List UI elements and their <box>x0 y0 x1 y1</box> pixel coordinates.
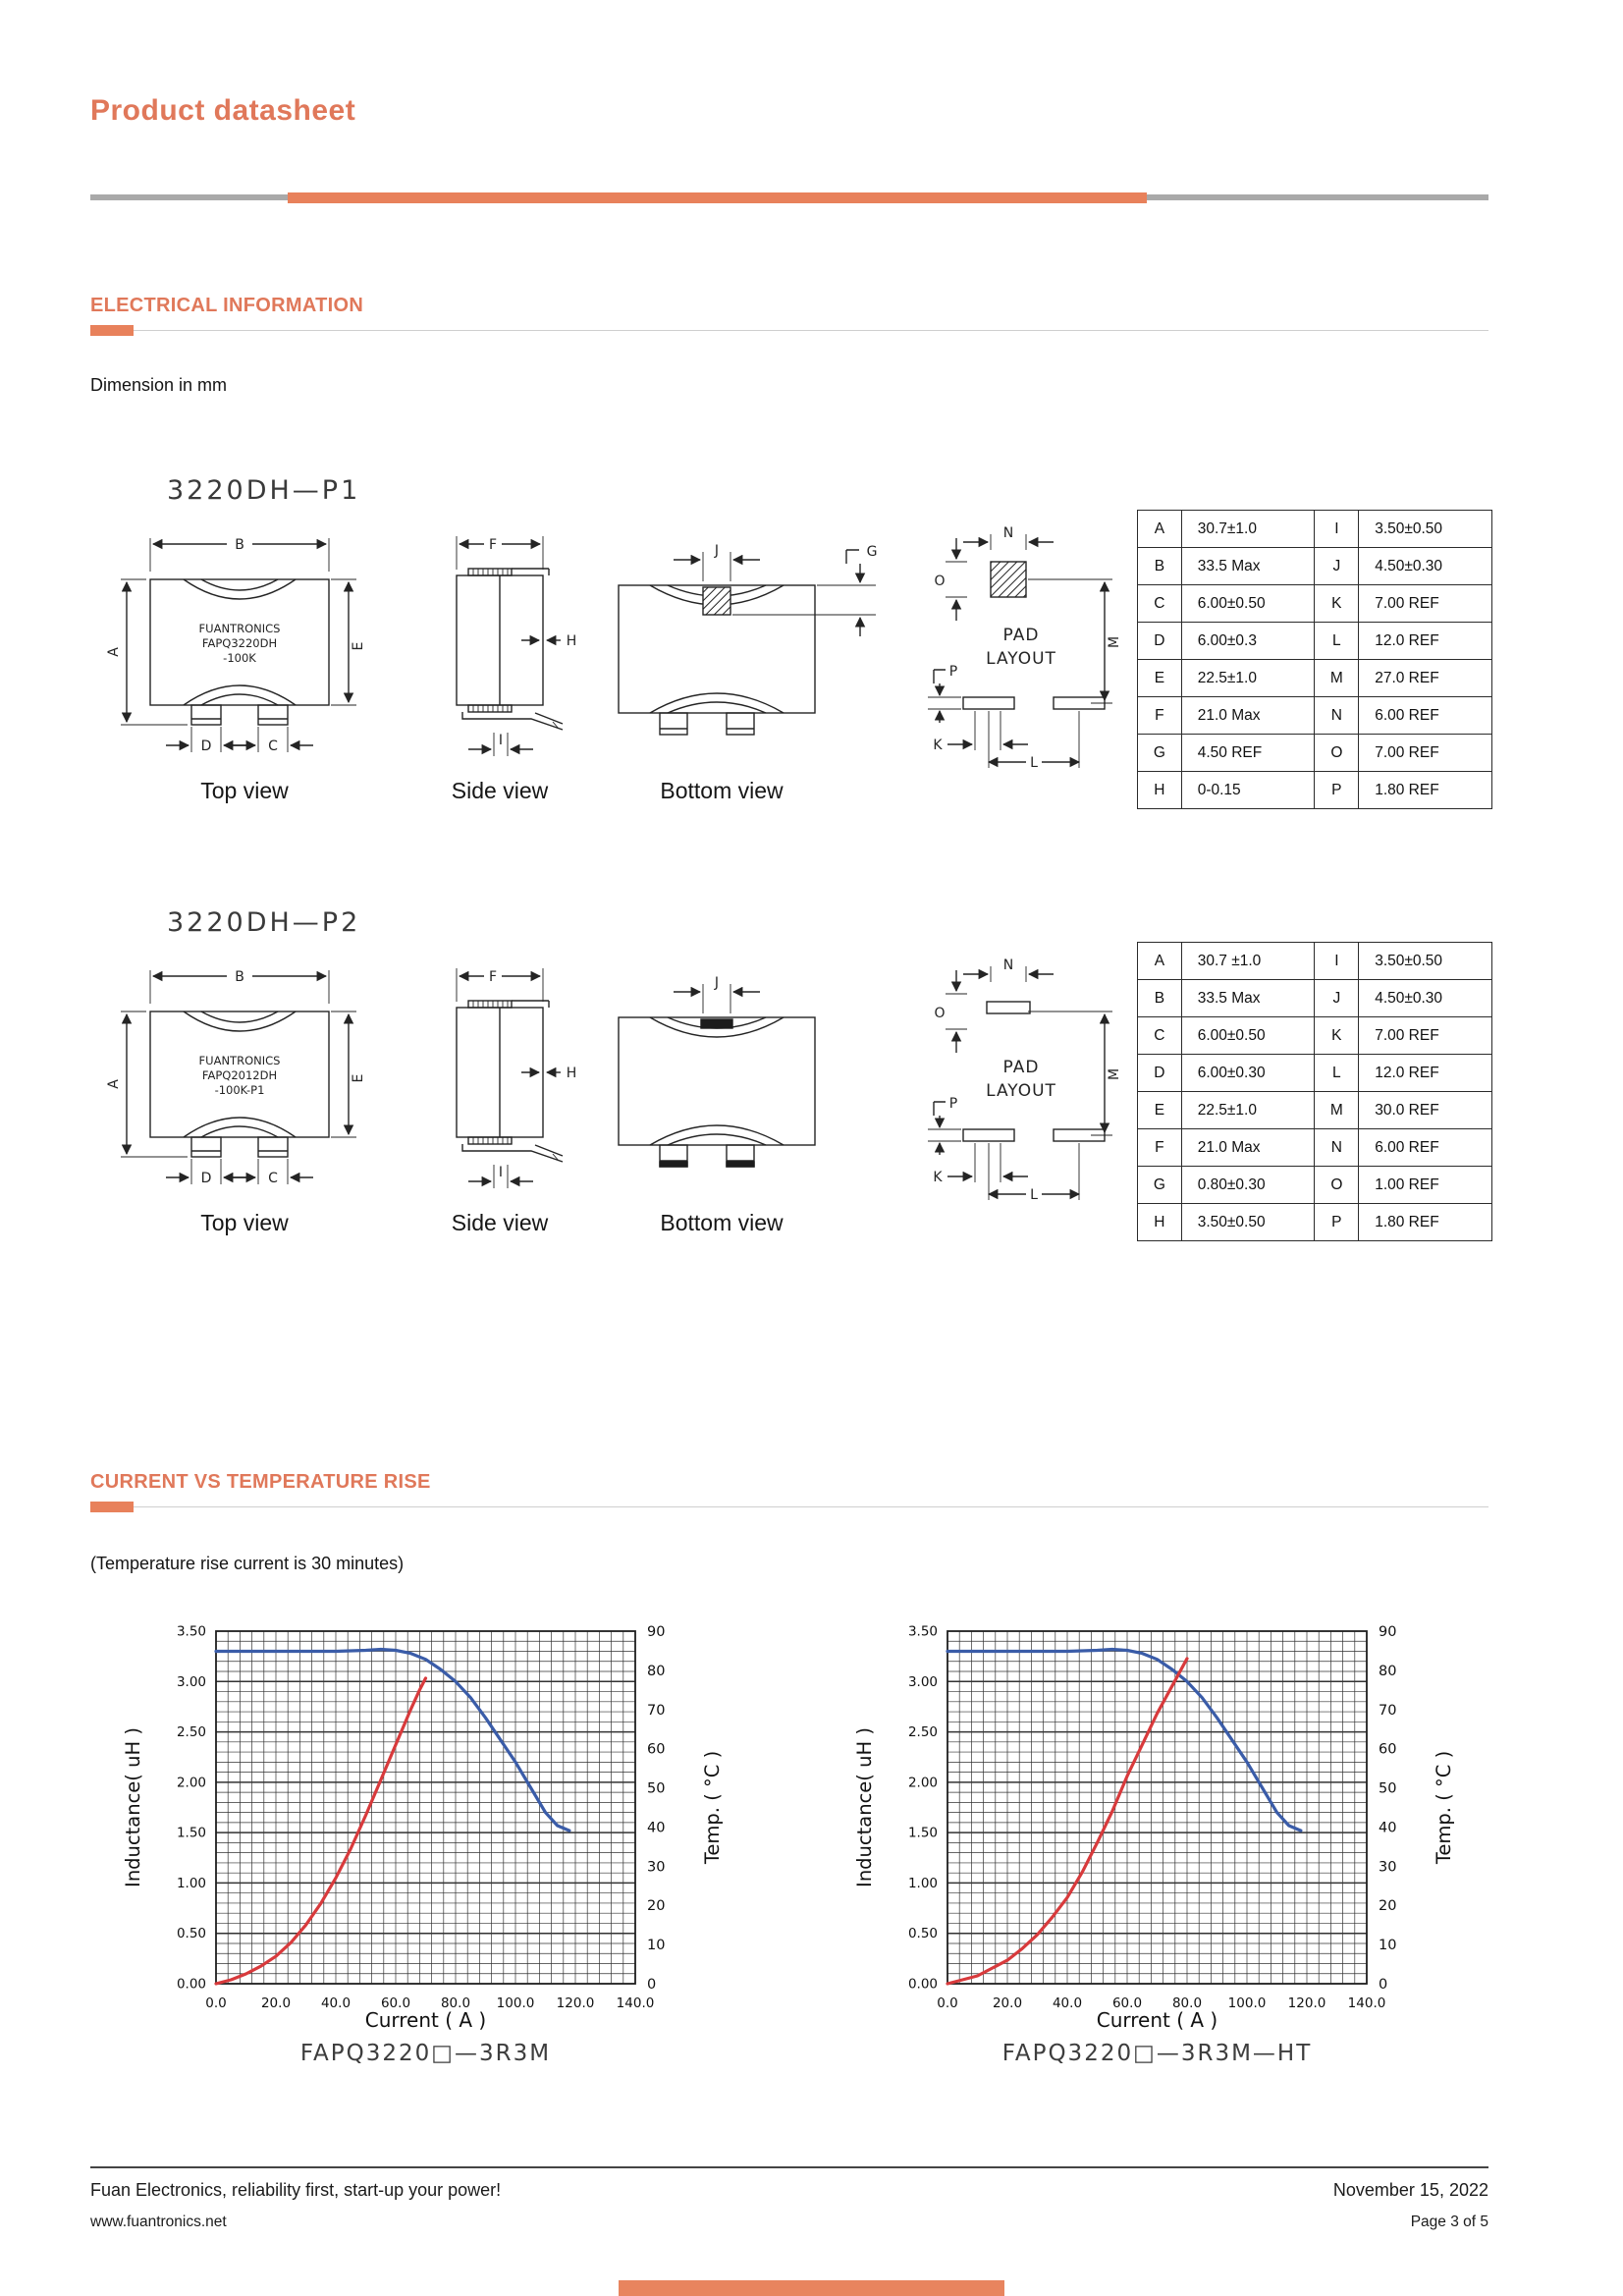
svg-text:20.0: 20.0 <box>260 1995 292 2011</box>
svg-text:140.0: 140.0 <box>1347 1995 1386 2011</box>
y-right-tick-labels <box>647 1624 665 1993</box>
side-view-drawing <box>417 522 584 768</box>
svg-text:50: 50 <box>1379 1780 1397 1797</box>
series-inductance <box>216 1650 569 1831</box>
footer-accent-bar <box>619 2280 1004 2296</box>
dim-label-f: F <box>488 969 498 985</box>
dim-table-row: B 33.5 Max J 4.50±0.30 <box>1138 548 1492 585</box>
svg-text:120.0: 120.0 <box>556 1995 595 2011</box>
dim-table-row: D 6.00±0.3 L 12.0 REF <box>1138 623 1492 660</box>
y-left-tick-labels <box>908 1624 938 1993</box>
svg-text:90: 90 <box>647 1624 666 1640</box>
dim-label-n: N <box>1002 525 1014 541</box>
section-underline-line <box>134 330 1488 331</box>
dim-table-row: A 30.7±1.0 I 3.50±0.50 <box>1138 511 1492 548</box>
svg-text:3.00: 3.00 <box>907 1673 938 1690</box>
dim-label-l: L <box>1030 1187 1038 1203</box>
dim-label-p: P <box>948 1096 958 1112</box>
dim-label-i: I <box>498 733 504 748</box>
dim-label-k: K <box>933 1170 943 1185</box>
pad-layout-label-2: LAYOUT <box>986 649 1056 669</box>
svg-text:100.0: 100.0 <box>1227 1995 1267 2011</box>
dimension-note: Dimension in mm <box>90 375 228 395</box>
footer-url: www.fuantronics.net <box>90 2214 227 2230</box>
chart-grid <box>947 1631 1367 1984</box>
dim-label-h: H <box>566 1066 577 1081</box>
svg-text:20: 20 <box>647 1898 666 1915</box>
series-temperature <box>216 1678 426 1984</box>
dimension-table <box>1137 942 1492 1241</box>
dim-label-b: B <box>235 969 244 985</box>
part-marking-line1: FUANTRONICS <box>198 622 281 635</box>
svg-text:30: 30 <box>647 1859 666 1876</box>
dim-label-l: L <box>1030 755 1038 771</box>
page-title: Product datasheet <box>90 94 356 127</box>
footer-date: November 15, 2022 <box>1332 2180 1488 2200</box>
dim-table-row: D 6.00±0.30 L 12.0 REF <box>1138 1055 1492 1092</box>
svg-text:20.0: 20.0 <box>992 1995 1023 2011</box>
svg-text:2.00: 2.00 <box>907 1775 938 1791</box>
svg-text:10: 10 <box>1379 1938 1397 1954</box>
dim-label-a: A <box>106 1079 122 1089</box>
svg-text:1.50: 1.50 <box>907 1825 938 1841</box>
dim-label-g: G <box>866 544 878 560</box>
x-axis-title: Current ( A ) <box>364 2008 487 2032</box>
svg-text:3.50: 3.50 <box>907 1623 938 1640</box>
svg-text:80.0: 80.0 <box>1171 1995 1203 2011</box>
svg-text:1.00: 1.00 <box>176 1875 206 1891</box>
svg-text:80.0: 80.0 <box>440 1995 471 2011</box>
temp-rise-note: (Temperature rise current is 30 minutes) <box>90 1554 405 1573</box>
svg-text:40.0: 40.0 <box>320 1995 352 2011</box>
top-pad <box>987 1002 1030 1013</box>
y-right-axis-title: Temp. ( °C ) <box>1433 1750 1455 1865</box>
svg-text:0.0: 0.0 <box>937 1995 958 2011</box>
svg-text:80: 80 <box>647 1663 666 1679</box>
x-axis-title: Current ( A ) <box>1096 2008 1218 2032</box>
pad-layout-label-2: LAYOUT <box>986 1081 1056 1101</box>
dim-label-c: C <box>268 738 278 754</box>
svg-text:80: 80 <box>1379 1663 1397 1679</box>
y-right-axis-title: Temp. ( °C ) <box>701 1750 724 1865</box>
drawing-strip-p1 <box>0 475 1623 907</box>
dim-label-d: D <box>200 738 212 754</box>
dim-table-row: G 4.50 REF O 7.00 REF <box>1138 735 1492 772</box>
dim-label-e: E <box>351 641 366 651</box>
svg-text:3.00: 3.00 <box>176 1673 206 1690</box>
header-divider-gray-left <box>90 194 288 200</box>
y-left-axis-title: Inductance( uH ) <box>122 1727 144 1887</box>
svg-text:0: 0 <box>1379 1977 1388 1993</box>
dim-table-row: G 0.80±0.30 O 1.00 REF <box>1138 1167 1492 1204</box>
svg-text:100.0: 100.0 <box>496 1995 535 2011</box>
dim-table-row: F 21.0 Max N 6.00 REF <box>1138 697 1492 735</box>
svg-text:2.50: 2.50 <box>176 1724 206 1741</box>
svg-text:0.00: 0.00 <box>176 1976 206 1993</box>
part-variant-title: 3220DH—P2 <box>167 907 361 938</box>
svg-text:40: 40 <box>1379 1820 1397 1836</box>
dim-table-row: F 21.0 Max N 6.00 REF <box>1138 1129 1492 1167</box>
svg-text:40.0: 40.0 <box>1052 1995 1083 2011</box>
top-view-drawing <box>93 955 427 1195</box>
header-divider-gray-right <box>1147 194 1488 200</box>
chart-plot-border <box>216 1631 635 1984</box>
dim-label-c: C <box>268 1171 278 1186</box>
dim-table-row: B 33.5 Max J 4.50±0.30 <box>1138 980 1492 1017</box>
svg-text:1.00: 1.00 <box>907 1875 938 1891</box>
svg-text:60.0: 60.0 <box>1111 1995 1143 2011</box>
header-divider-orange <box>288 192 1147 203</box>
section-underline-block <box>90 1502 134 1512</box>
dim-label-i: I <box>498 1165 504 1180</box>
chart-grid <box>216 1631 635 1984</box>
dim-label-j: J <box>714 543 720 559</box>
dim-table-row: C 6.00±0.50 K 7.00 REF <box>1138 1017 1492 1055</box>
top-view-drawing <box>93 522 427 763</box>
center-pad-hatched <box>703 587 730 615</box>
svg-text:90: 90 <box>1379 1624 1397 1640</box>
pad-layout-drawing <box>889 947 1134 1212</box>
y-right-tick-labels <box>1379 1624 1396 1993</box>
chart-plot-border <box>947 1631 1367 1984</box>
pad-layout-label-1: PAD <box>1002 626 1040 645</box>
dimension-table <box>1137 510 1492 809</box>
dim-label-d: D <box>200 1171 212 1186</box>
part-marking-line3: -100K-P1 <box>214 1083 265 1097</box>
part-marking-line2: FAPQ2012DH <box>201 1068 278 1082</box>
svg-text:60: 60 <box>1379 1741 1397 1758</box>
section-underline-block <box>90 325 134 336</box>
part-marking-line3: -100K <box>223 651 256 665</box>
top-pad-hatched <box>991 562 1026 597</box>
y-left-tick-labels <box>177 1624 206 1993</box>
svg-text:60: 60 <box>647 1741 666 1758</box>
svg-text:2.50: 2.50 <box>907 1724 938 1741</box>
dim-label-o: O <box>934 1006 946 1021</box>
side-view-label: Side view <box>451 778 549 803</box>
dim-table-row: C 6.00±0.50 K 7.00 REF <box>1138 585 1492 623</box>
footer-divider <box>90 2166 1488 2168</box>
dim-table-row: E 22.5±1.0 M 30.0 REF <box>1138 1092 1492 1129</box>
svg-text:10: 10 <box>647 1938 666 1954</box>
dim-label-j: J <box>714 975 720 991</box>
svg-text:0: 0 <box>647 1977 657 1993</box>
bottom-view-label: Bottom view <box>660 1210 784 1235</box>
svg-text:20: 20 <box>1379 1898 1397 1915</box>
svg-text:0.50: 0.50 <box>907 1926 938 1942</box>
section-heading-electrical: ELECTRICAL INFORMATION <box>90 295 364 316</box>
svg-text:0.50: 0.50 <box>176 1926 206 1942</box>
dim-label-n: N <box>1002 957 1014 973</box>
svg-text:120.0: 120.0 <box>1287 1995 1326 2011</box>
dim-label-k: K <box>933 738 943 753</box>
series-inductance <box>947 1650 1301 1831</box>
side-view-label: Side view <box>451 1210 549 1235</box>
top-view-label: Top view <box>200 1210 289 1235</box>
dim-label-m: M <box>1107 635 1122 649</box>
svg-text:70: 70 <box>1379 1702 1397 1719</box>
dim-label-m: M <box>1107 1067 1122 1081</box>
svg-text:3.50: 3.50 <box>176 1623 206 1640</box>
footer-page-number: Page 3 of 5 <box>1410 2214 1488 2230</box>
dim-label-p: P <box>948 664 958 680</box>
svg-text:1.50: 1.50 <box>176 1825 206 1841</box>
pad-layout-drawing <box>889 515 1134 780</box>
dim-label-f: F <box>488 537 498 553</box>
svg-text:30: 30 <box>1379 1859 1397 1876</box>
svg-text:50: 50 <box>647 1780 666 1797</box>
dim-table-row: A 30.7 ±1.0 I 3.50±0.50 <box>1138 943 1492 980</box>
side-view-drawing <box>417 955 584 1200</box>
dim-table-row: H 3.50±0.50 P 1.80 REF <box>1138 1204 1492 1241</box>
bottom-view-drawing: J G <box>589 955 884 1200</box>
footer-tagline: Fuan Electronics, reliability first, start-up your power! <box>90 2180 502 2200</box>
svg-text:60.0: 60.0 <box>380 1995 411 2011</box>
part-marking-line2: FAPQ3220DH <box>201 636 278 650</box>
bottom-view-label: Bottom view <box>660 778 784 803</box>
dim-label-b: B <box>235 537 244 553</box>
svg-text:2.00: 2.00 <box>176 1775 206 1791</box>
y-left-axis-title: Inductance( uH ) <box>853 1727 876 1887</box>
dim-label-o: O <box>934 574 946 589</box>
part-marking-line1: FUANTRONICS <box>198 1054 281 1067</box>
current-vs-temp-chart-3r3m-ht <box>810 1601 1497 2072</box>
dim-table-row: E 22.5±1.0 M 27.0 REF <box>1138 660 1492 697</box>
dim-label-h: H <box>566 633 577 649</box>
chart-caption: FAPQ3220□—3R3M <box>299 2041 552 2066</box>
svg-text:70: 70 <box>647 1702 666 1719</box>
center-pad <box>701 1019 732 1028</box>
svg-text:140.0: 140.0 <box>616 1995 655 2011</box>
dim-table-row: H 0-0.15 P 1.80 REF <box>1138 772 1492 809</box>
bottom-view-drawing <box>589 522 884 768</box>
top-view-label: Top view <box>200 778 289 803</box>
current-vs-temp-chart-3r3m <box>79 1601 766 2072</box>
drawing-strip-p2 <box>0 907 1623 1339</box>
section-heading-temp-rise: CURRENT VS TEMPERATURE RISE <box>90 1471 431 1493</box>
section-underline-line <box>134 1506 1488 1507</box>
svg-text:0.00: 0.00 <box>907 1976 938 1993</box>
svg-text:40: 40 <box>647 1820 666 1836</box>
dim-label-e: E <box>351 1073 366 1083</box>
svg-text:0.0: 0.0 <box>205 1995 227 2011</box>
part-variant-title: 3220DH—P1 <box>167 475 361 506</box>
dim-label-a: A <box>106 647 122 657</box>
pad-layout-label-1: PAD <box>1002 1058 1040 1077</box>
chart-caption: FAPQ3220□—3R3M—HT <box>1001 2041 1313 2066</box>
